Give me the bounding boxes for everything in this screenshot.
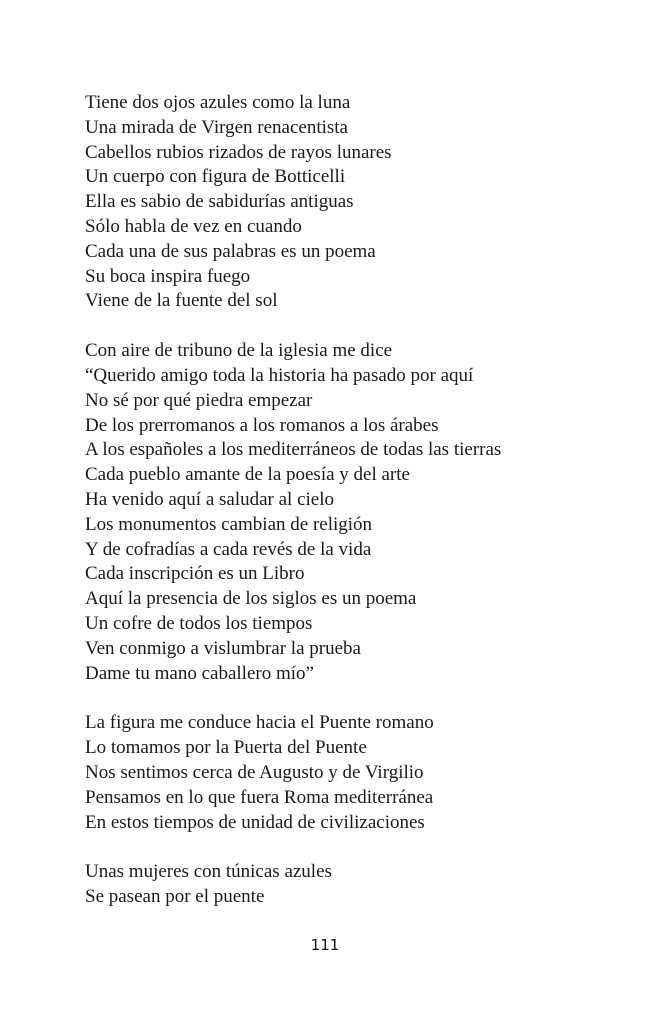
- poem-line: Su boca inspira fuego: [85, 265, 251, 287]
- poem-line: Con aire de tribuno de la iglesia me dice: [85, 340, 393, 362]
- poem-line: No sé por qué piedra empezar: [85, 389, 313, 411]
- poem-line: Lo tomamos por la Puerta del Puente: [85, 737, 367, 759]
- poem-line: En estos tiempos de unidad de civilizaciones: [85, 811, 425, 833]
- poem-line: Cada inscripción es un Libro: [85, 563, 305, 585]
- poem-line: Cada pueblo amante de la poesía y del arte: [85, 464, 410, 486]
- stanza-3: [85, 711, 625, 835]
- poem-line: Cada una de sus palabras es un poema: [85, 240, 376, 262]
- poem-line: Una mirada de Virgen renacentista: [85, 116, 348, 138]
- poem-line: Sólo habla de vez en cuando: [85, 215, 302, 237]
- poem-line: Y de cofradías a cada revés de la vida: [85, 538, 372, 560]
- poem-line: Los monumentos cambian de religión: [85, 513, 373, 535]
- poem-line: Un cofre de todos los tiempos: [85, 612, 313, 634]
- stanza-2: [85, 339, 625, 686]
- page-number: 111: [310, 936, 340, 954]
- poem-line: De los prerromanos a los romanos a los árabes: [85, 414, 439, 436]
- poem-line: Se pasean por el puente: [85, 886, 265, 908]
- poem-line: Dame tu mano caballero mío”: [85, 662, 314, 684]
- poem-line: Tiene dos ojos azules como la luna: [85, 92, 351, 113]
- poem-line: Viene de la fuente del sol: [85, 290, 278, 312]
- poem-line: Ven conmigo a vislumbrar la prueba: [85, 637, 361, 659]
- poem-line: A los españoles a los mediterráneos de todas las tierras: [85, 439, 502, 461]
- poem-line: Aquí la presencia de los siglos es un poema: [85, 588, 417, 610]
- poem-line: Un cuerpo con figura de Botticelli: [85, 166, 346, 188]
- poem-line: La figura me conduce hacia el Puente romano: [85, 712, 434, 734]
- stanza-4: [85, 860, 625, 910]
- poem-line: Pensamos en lo que fuera Roma mediterránea: [85, 786, 434, 808]
- poem-line: Ha venido aquí a saludar al cielo: [85, 488, 335, 510]
- poem-line: Ella es sabio de sabidurías antiguas: [85, 191, 354, 213]
- poem-line: Cabellos rubios rizados de rayos lunares: [85, 141, 392, 163]
- stanza-1: [85, 91, 625, 314]
- poem-line: Unas mujeres con túnicas azules: [85, 861, 332, 883]
- poem-body: [85, 91, 625, 910]
- poem-line: “Querido amigo toda la historia ha pasado por aquí: [85, 364, 474, 386]
- poem-line: Nos sentimos cerca de Augusto y de Virgilio: [85, 761, 424, 783]
